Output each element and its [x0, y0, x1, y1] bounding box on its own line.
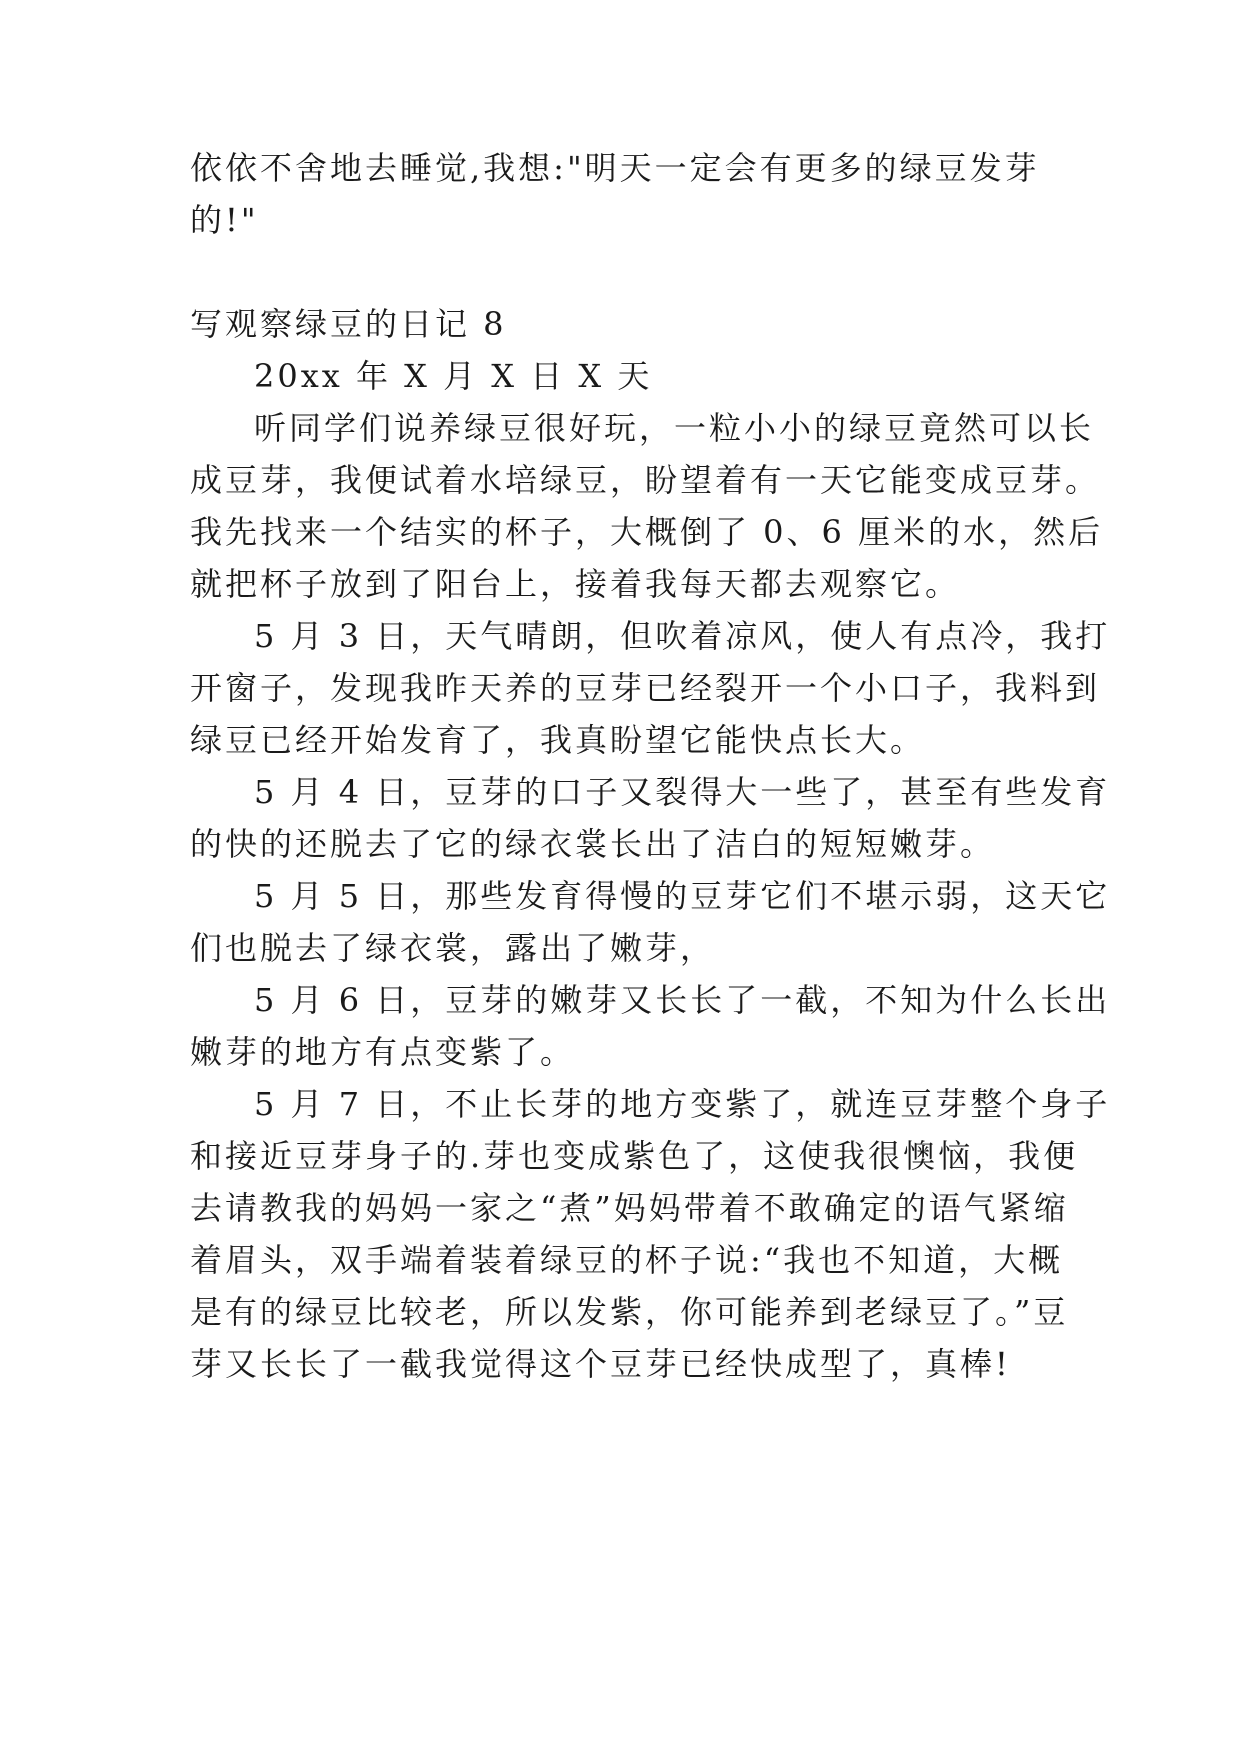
text-line: 听同学们说养绿豆很好玩，一粒小小的绿豆竟然可以长	[254, 409, 1095, 447]
text-line: 的快的还脱去了它的绿衣裳长出了洁白的短短嫩芽。	[190, 825, 996, 863]
text-line: 芽又长长了一截我觉得这个豆芽已经快成型了，真棒!	[190, 1345, 1011, 1383]
text-line: 是有的绿豆比较老，所以发紫，你可能养到老绿豆了。”豆	[190, 1293, 1069, 1331]
text-line: 成豆芽，我便试着水培绿豆，盼望着有一天它能变成豆芽。	[190, 461, 1101, 499]
text-line: 开窗子，发现我昨天养的豆芽已经裂开一个小口子，我料到	[190, 669, 1101, 707]
text-line: 5 月 3 日，天气晴朗，但吹着凉风，使人有点冷，我打	[254, 617, 1111, 655]
text-line: 和接近豆芽身子的.芽也变成紫色了，这使我很懊恼，我便	[190, 1137, 1079, 1175]
date-line: 20xx 年 X 月 X 日 X 天	[254, 357, 653, 395]
text-line: 5 月 4 日，豆芽的口子又裂得大一些了，甚至有些发育	[254, 773, 1111, 811]
text-line: 5 月 6 日，豆芽的嫩芽又长长了一截，不知为什么长出	[254, 981, 1111, 1019]
text-line: 绿豆已经开始发育了，我真盼望它能快点长大。	[190, 721, 926, 759]
text-line: 去请教我的妈妈一家之“煮”妈妈带着不敢确定的语气紧缩	[190, 1189, 1069, 1227]
text-line: 依依不舍地去睡觉,我想:"明天一定会有更多的绿豆发芽	[190, 149, 1040, 187]
text-line: 就把杯子放到了阳台上，接着我每天都去观察它。	[190, 565, 961, 603]
text-line: 们也脱去了绿衣裳，露出了嫩芽，	[190, 929, 716, 967]
text-line: 着眉头，双手端着装着绿豆的杯子说:“我也不知道，大概	[190, 1241, 1064, 1279]
section-title: 写观察绿豆的日记 8	[190, 305, 507, 343]
text-line: 嫩芽的地方有点变紫了。	[190, 1033, 576, 1071]
text-line: 5 月 5 日，那些发育得慢的豆芽它们不堪示弱，这天它	[254, 877, 1111, 915]
text-line: 的!"	[190, 201, 259, 239]
text-line: 5 月 7 日，不止长芽的地方变紫了，就连豆芽整个身子	[254, 1085, 1111, 1123]
text-line: 我先找来一个结实的杯子，大概倒了 0、6 厘米的水，然后	[190, 513, 1104, 551]
